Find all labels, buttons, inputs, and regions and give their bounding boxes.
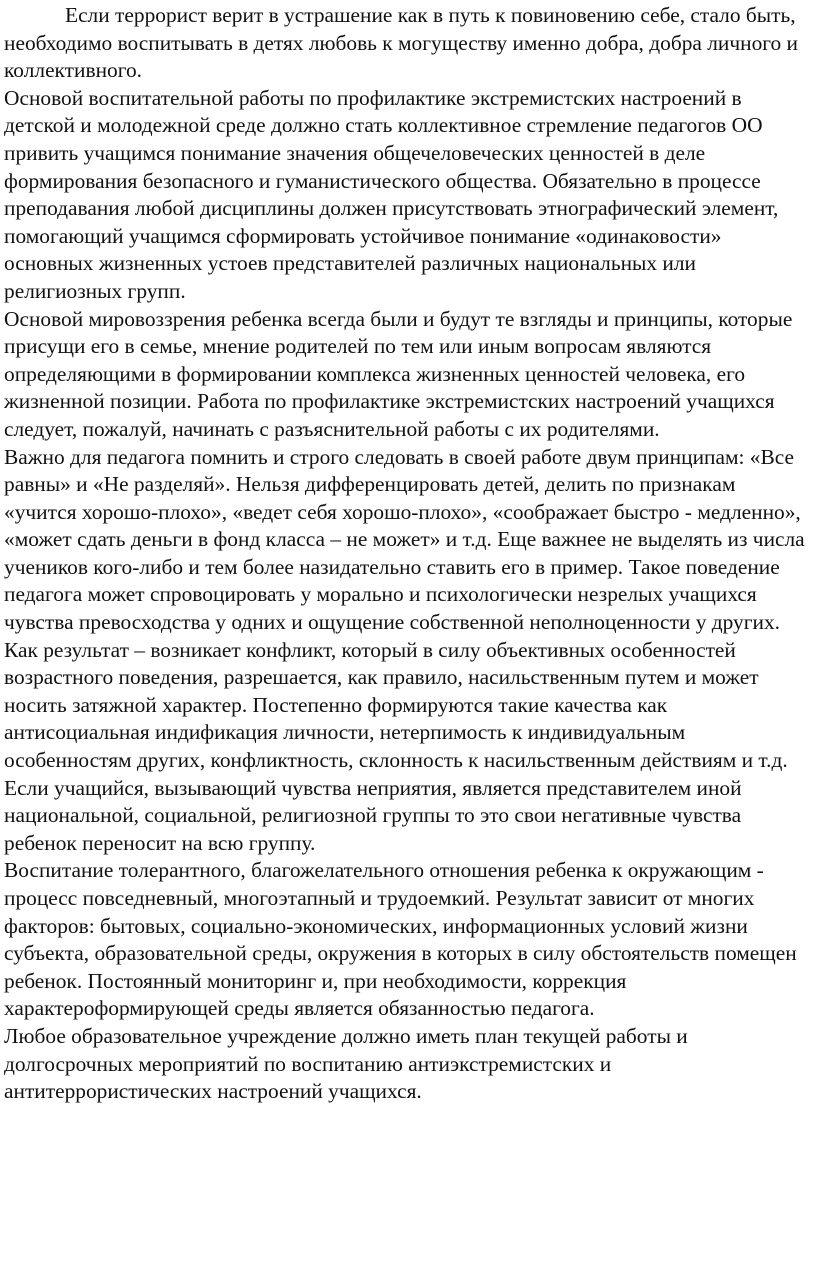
paragraph-intro: Если террорист верит в устрашение как в путь к повиновению себе, стало быть, необходимо воспитывать в детях любовь к могуществу именно добра, добра личного и коллективного. <box>4 3 798 83</box>
paragraph-tolerance: Воспитание толерантного, благожелательного отношения ребенка к окружающим - процесс повседневный, многоэтапный и трудоемкий. Результат зависит от многих факторов: бытовых, социально-экономических, информационных условий жизни субъекта, образовательной среды, окружения в которых в силу обстоятельств помещен ребенок. Постоянный мониторинг и, при необходимости, коррекция характероформирующей среды является обязанностью педагога. <box>4 858 797 1021</box>
paragraph-principles: Важно для педагога помнить и строго следовать в своей работе двум принципам: «Все равны» и «Не разделяй». Нельзя дифференцировать детей, делить по признакам «учится хорошо-плохо», «ведет себя хорошо-плохо», «соображает быстро - медленно», «может сдать деньги в фонд класса – не может» и т.д. Еще важнее не выделять из числа учеников кого-либо и тем более назидательно ставить его в пример. Такое поведение педагога может спровоцировать у морально и психологически незрелых учащихся чувства превосходства у одних и ощущение собственной неполноценности у других. Как результат – возникает конфликт, который в силу объективных особенностей возрастного поведения, разрешается, как правило, насильственным путем и может носить затяжной характер. Постепенно формируются такие качества как антисоциальная индификация личности, нетерпимость к индивидуальным особенностям других, конфликтность, склонность к насильственным действиям и т.д. Если учащийся, вызывающий чувства неприятия, является представителем иной национальной, социальной, религиозной группы то это свои негативные чувства ребенок переносит на всю группу. <box>4 444 805 855</box>
paragraph-worldview: Основой мировоззрения ребенка всегда были и будут те взгляды и принципы, которые присущи его в семье, мнение родителей по тем или иным вопросам являются определяющими в формировании комплекса жизненных ценностей человека, его жизненной позиции. Работа по профилактике экстремистских настроений учащихся следует, пожалуй, начинать с разъяснительной работы с их родителями. <box>4 306 793 441</box>
paragraph-plan: Любое образовательное учреждение должно иметь план текущей работы и долгосрочных мероприятий по воспитанию антиэкстремистских и антитеррористических настроений учащихся. <box>4 1023 688 1104</box>
paragraph-prevention-basis: Основой воспитательной работы по профилактике экстремистских настроений в детской и молодежной среде должно стать коллективное стремление педагогов ОО привить учащимся понимание значения общечеловеческих ценностей в деле формирования безопасного и гуманистического общества. Обязательно в процессе преподавания любой дисциплины должен присутствовать этнографический элемент, помогающий учащимся сформировать устойчивое понимание «одинаковости» основных жизненных устоев представителей различных национальных или религиозных групп. <box>4 85 779 303</box>
